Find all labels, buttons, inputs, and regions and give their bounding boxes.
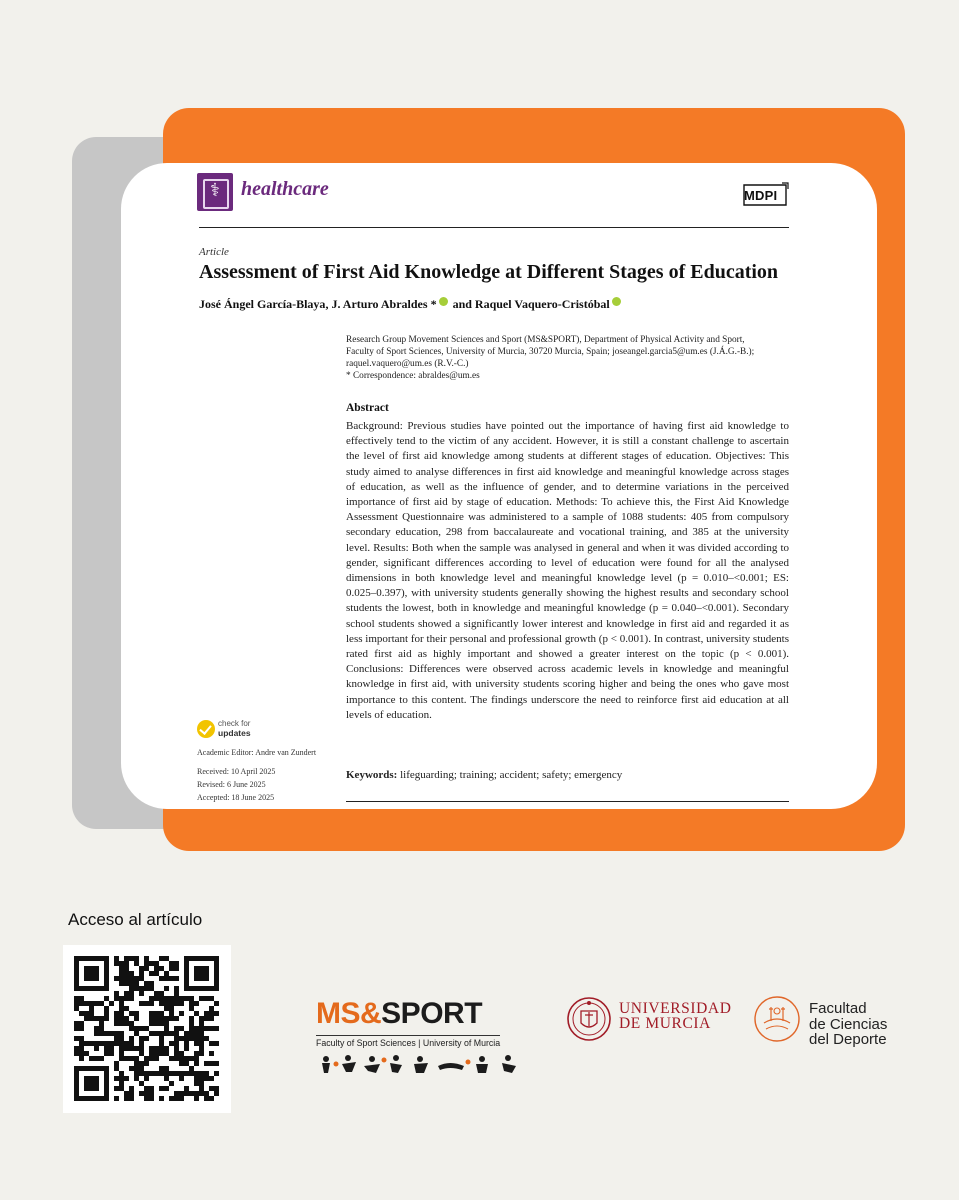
footer-divider	[346, 801, 789, 802]
academic-editor: Academic Editor: Andre van Zundert	[197, 748, 317, 757]
orcid-icon[interactable]	[612, 297, 621, 306]
corresponding-mark: *	[427, 297, 437, 311]
orcid-icon[interactable]	[439, 297, 448, 306]
header-divider	[199, 227, 789, 228]
keywords	[346, 769, 622, 781]
accepted-date: Accepted: 18 June 2025	[197, 793, 275, 802]
author-name: José Ángel García-Blaya	[199, 297, 326, 311]
author-list: José Ángel García-Blaya, J. Arturo Abraldes * and Raquel Vaquero-Cristóbal	[199, 297, 623, 312]
keywords-label: Keywords:	[346, 769, 398, 781]
universidad-de-murcia-logo: UNIVERSIDAD DE MURCIA	[566, 993, 612, 1050]
qr-code[interactable]	[63, 945, 231, 1113]
access-label: Acceso al artículo	[68, 910, 203, 929]
mdpi-logo-icon	[740, 181, 790, 209]
author-name: J. Arturo Abraldes	[331, 297, 428, 311]
journal-logo-icon: ⚕	[197, 173, 233, 211]
correspondence: * Correspondence: abraldes@um.es	[346, 371, 480, 381]
sport-figures-icon	[318, 1054, 524, 1074]
ms-sport-logo: MS&SPORT Faculty of Sport Sciences | University of Murcia	[314, 997, 528, 1075]
facultad-ciencias-deporte-logo: Facultad de Ciencias del Deporte	[752, 993, 802, 1050]
received-date: Received: 10 April 2025	[197, 767, 276, 776]
abstract-heading: Abstract	[346, 402, 389, 414]
article-type: Article	[199, 246, 229, 258]
publisher-name: MDPI	[744, 188, 778, 203]
article-preview: ⚕ healthcare MDPI Article Assessment of First Aid Knowledge at Different Stages of Education José Ángel García-Blaya, J. Arturo Abraldes * and Raquel Vaquero-Cristóbal Research Group Movement Sciences and Sport (MS&SPORT), Department of Physical Activity and Sport, Faculty of Sport Sciences, University of Murcia, 30720 Murcia, Spain; joseangel.garcia5@um.es (J.Á.G.-B.); raquel.vaquero@um.es (R.V.-C.) * Correspondence: abraldes@um.es Abstract Background: Previous studies have pointed out the importance of having first aid knowledge to effectively tend to the victim of any accident. However, it is still a constant challenge to ascertain the level of first aid knowledge among students at different stages of education. Objectives: This study aimed to analyse differences in first aid knowledge and meaningful knowledge across stages of education, as well as the influence of gender, and to determine variations in the perceived importance of first aid by stage of education. Methods: To achieve this, the First Aid Knowledge Assessment Questionnaire was administered to a sample of 1088 students: 405 from compulsory secondary education, 298 from baccalaureate and vocational training, and 385 at the university level. Results: Both when the sample was analysed in general and when it was divided according to gender, significant differences according to level of education were found for all the analysed dimensions in both knowledge level and meaningful knowledge level (p = 0.010–<0.001; ES: 0.025–0.397), with university students generally showing the highest results and secondary school students the lowest, both in knowledge and meaningful knowledge (p = 0.040–<0.001). Secondary school students showed a significantly lower interest and knowledge in first aid and regarded it as less important for their personal and professional growth (p < 0.001). In contrast, university students rated first aid as highly important and showed a greater interest on the topic (p < 0.001). Conclusions: Differences were observed across academic levels in knowledge and meaningful knowledge in first aid, with university students scoring higher and being the ones who gave most importance to this content. The findings underscore the need to reinforce first aid education at all levels of education. Keywords: lifeguarding; training; accident; safety; emergency check for updates Academic Editor: Andre van Zundert Received: 10 April 2025 Revised: 6 June 2025 Accepted: 18 June 2025	[121, 163, 877, 809]
author-name: Raquel Vaquero-Cristóbal	[474, 297, 610, 311]
article-title: Assessment of First Aid Knowledge at Different Stages of Education	[199, 261, 779, 283]
faculty-emblem-icon	[752, 993, 802, 1045]
university-seal-icon	[566, 993, 612, 1045]
abstract-text: Background: Previous studies have pointed out the importance of having first aid knowledge to effectively tend to the victim of any accident. However, it is still a constant challenge to ascertain the level of first aid knowledge among students at different stages of education. Objectives: This study aimed to analyse differences in first aid knowledge and meaningful knowledge across stages of education, as well as the influence of gender, and to determine variations in the perceived importance of first aid by stage of education. Methods: To achieve this, the First Aid Knowledge Assessment Questionnaire was administered to a sample of 1088 students: 405 from compulsory secondary education, 298 from baccalaureate and vocational training, and 385 at the university level. Results: Both when the sample was analysed in general and when it was divided according to gender, significant differences according to level of education were found for all the analysed dimensions in both knowledge level and meaningful knowledge level (p = 0.010–<0.001; ES: 0.025–0.397), with university students generally showing the highest results and secondary school students the lowest, both in knowledge and meaningful knowledge (p = 0.040–<0.001). Secondary school students showed a significantly lower interest and knowledge in first aid and regarded it as less important for their personal and professional growth (p < 0.001). In contrast, university students rated first aid as highly important and showed a greater interest on the topic (p < 0.001). Conclusions: Differences were observed across academic levels in knowledge and meaningful knowledge in first aid, with university students scoring higher and being the ones who gave most importance to this content. The findings underscore the need to reinforce first aid education at all levels of education.	[346, 420, 789, 721]
affiliation: Research Group Movement Sciences and Sport (MS&SPORT), Department of Physical Activity and Sport, Faculty of Sport Sciences, University of Murcia, 30720 Murcia, Spain; joseangel.garcia5@um.es (J.Á.G.-B.); raquel.vaquero@um.es (R.V.-C.)	[346, 335, 755, 370]
keywords-list: lifeguarding; training; accident; safety; emergency	[400, 769, 623, 781]
revised-date: Revised: 6 June 2025	[197, 780, 266, 789]
journal-name: healthcare	[241, 178, 329, 200]
check-for-updates-icon	[197, 720, 215, 738]
ms-sport-subtitle: Faculty of Sport Sciences | University of Murcia	[316, 1035, 500, 1048]
